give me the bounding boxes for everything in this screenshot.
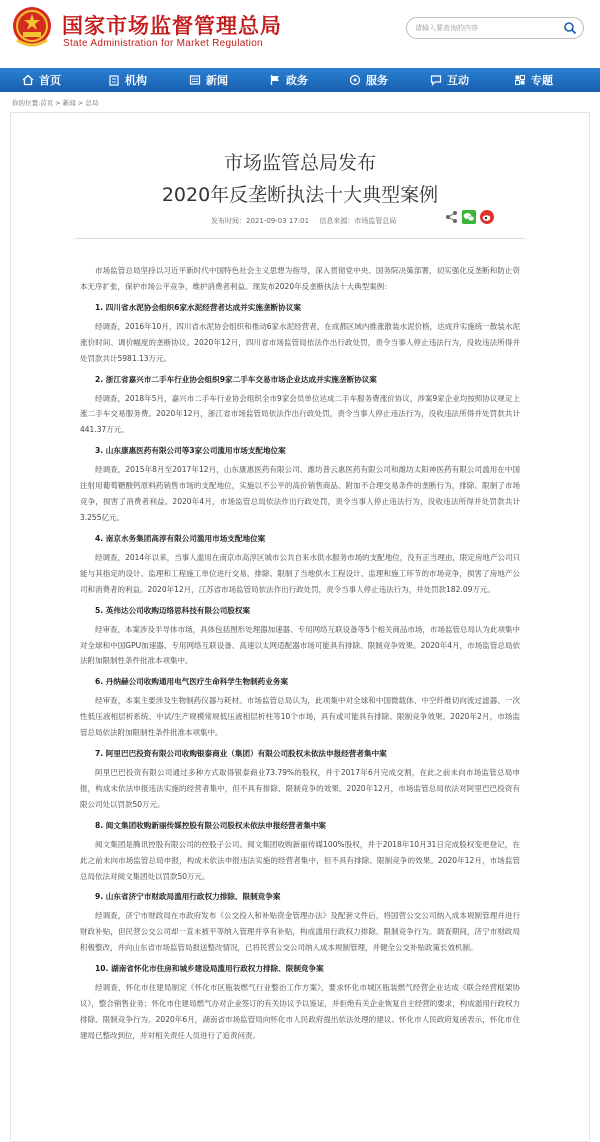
- meta-divider: [75, 238, 525, 239]
- main-nav: [0, 68, 600, 92]
- article-body: [80, 263, 520, 1044]
- nav-item-institution[interactable]: [108, 68, 147, 92]
- news-icon: [189, 74, 201, 86]
- article-meta: [211, 216, 404, 226]
- nav-label-service: 服务: [366, 74, 388, 87]
- case-heading: 2. 浙江省嘉兴市二手车行业协会组织9家二手车交易市场企业达成并实施垄断协议案: [95, 374, 377, 384]
- nav-label-topic: 专题: [531, 74, 553, 87]
- wechat-icon[interactable]: [462, 210, 476, 224]
- nav-item-home[interactable]: [22, 68, 61, 92]
- case-heading: 6. 丹纳赫公司收购通用电气医疗生命科学生物制药业务案: [95, 677, 289, 687]
- case-text: 经调查，济宁市财政局在市政府发布《公交投入和补贴资金管理办法》及配套文件后，将国营公交公司纳入成本规制管理并进行财政补贴，但民营公交公司却一直未被平等纳入管理并享有补贴，构成滥用行政权力排除、限制竞争行为。调查期间，济宁市财政局积极整改，并向山东省市场监管局报送整改情况，已将民营公交公司纳入成本规制管理，并健全公交补贴政策长效机制。: [80, 911, 520, 953]
- chat-icon: [430, 74, 442, 86]
- case-text: 经审查，本案涉及半导体市场，具体包括图形处理器加速器、专用网络互联设备等5个相关商品市场，市场监管总局认为此项集中对全球和中国GPU加速器、专用网络互联设备、高速以太网适配器市场可能具有排除、限制竞争效果。2020年4月，市场监管总局依法附加限制性条件批准本项集中。: [80, 624, 520, 666]
- search-icon[interactable]: [563, 21, 577, 35]
- nav-item-government[interactable]: [269, 68, 308, 92]
- nav-label-news: 新闻: [206, 74, 228, 87]
- case-heading: 1. 四川省水泥协会组织6家水泥经营者达成并实施垄断协议案: [95, 302, 301, 312]
- case-text: 经审查，本案主要涉及生物制药仪器与耗材。市场监管总局认为，此项集中对全球和中国微载体、中空纤维切向流过滤器、一次性低压液相层析系统、中试/生产规模常规低压液相层析柱等10个市场，具有或可能具有排除、限制竞争效果。2020年2月，市场监管总局依法附加限制性条件批准本项集中。: [80, 696, 520, 738]
- publish-time: 发布时间：2021-09-03 17:01: [211, 217, 310, 225]
- nav-item-service[interactable]: [349, 68, 388, 92]
- article-source: 信息来源：市场监管总局: [319, 217, 397, 225]
- weibo-icon[interactable]: [480, 210, 494, 224]
- case-text: 阿里巴巴投资有限公司通过多种方式取得银泰商业73.79%的股权，并于2017年6月完成交割，在此之前未向市场监管总局申报，构成未依法申报违法实施的经营者集中，但不具有排除、限制竞争的效果。2020年12月，市场监管总局依法对阿里巴巴投资有限公司处以罚款50万元。: [80, 768, 520, 809]
- nav-item-topic[interactable]: [514, 68, 553, 92]
- site-header: [0, 0, 600, 68]
- case-heading: 9. 山东省济宁市财政局滥用行政权力排除、限制竞争案: [95, 892, 281, 902]
- topic-icon: [514, 74, 526, 86]
- case-text: 阅文集团是腾讯控股有限公司的控股子公司。阅文集团收购新丽传媒100%股权，并于2018年10月31日完成股权变更登记，在此之前未向市场监管总局申报，构成未依法申报违法实施的经营者集中，但不具有排除、限制竞争的效果。2020年12月，市场监管总局依法对阅文集团处以罚款50万元。: [80, 839, 520, 881]
- case-heading: 5. 英伟达公司收购迈络思科技有限公司股权案: [95, 605, 251, 615]
- case-text: 经调查，2018年5月，嘉兴市二手车行业协会组织全市9家会员单位达成二手车服务费涨价协议，涉案9家企业均按照协议规定上涨二手车交易服务费。2020年12月，浙江省市场监管局依法作出行政处罚，责令当事人停止违法行为，没收违法所得并处罚款共计441.37万元。: [80, 393, 520, 435]
- article-title-line2: 2020年反垄断执法十大典型案例: [161, 184, 439, 206]
- article-intro: 市场监管总局坚持以习近平新时代中国特色社会主义思想为指导，深入贯彻党中央、国务院决策部署，切实强化反垄断和防止资本无序扩张，保护市场公平竞争，维护消费者利益。现发布2020年反垄断执法十大典型案例：: [80, 266, 520, 291]
- nav-item-interaction[interactable]: [430, 68, 469, 92]
- share-icon[interactable]: [445, 210, 459, 224]
- case-heading: 8. 阅文集团收购新丽传媒控股有限公司股权未依法申报经营者集中案: [95, 820, 327, 830]
- case-heading: 7. 阿里巴巴投资有限公司收购银泰商业（集团）有限公司股权未依法申报经营者集中案: [95, 749, 387, 759]
- case-text: 经调查，怀化市住建局制定《怀化市区瓶装燃气行业整治工作方案》，要求怀化市城区瓶装燃气经营企业达成《联合经营框架协议》，整合销售业务；怀化市住建局燃气办对企业签订的有关协议予以鉴证，并拒绝有关企业恢复自主经营的要求，构成滥用行政权力排除、限制竞争行为。2020年6月，湖南省市场监管局向怀化市人民政府提出依法处理的建议。怀化市人民政府复函表示，怀化市住建局已整改到位，并对相关责任人员进行了追责问责。: [80, 983, 520, 1040]
- case-heading: 3. 山东康惠医药有限公司等3家公司滥用市场支配地位案: [95, 446, 286, 456]
- flag-icon: [269, 74, 281, 86]
- site-subtitle-en: State Administration for Market Regulation: [63, 38, 263, 49]
- case-text: 经调查，2014年以来，当事人滥用在南京市高淳区城市公共自来水供水服务市场的支配地位，没有正当理由，限定房地产公司只能与其指定的设计、监理和工程施工单位进行交易，排除、限制了当地供水工程设计、监理和施工环节的市场竞争，损害了房地产公司和消费者的利益。2020年12月，江苏省市场监管局依法作出行政处罚，责令当事人停止违法行为，并处罚款182.09万元。: [80, 552, 520, 594]
- case-heading: 4. 南京水务集团高淳有限公司滥用市场支配地位案: [95, 533, 266, 543]
- case-heading: 10. 湖南省怀化市住房和城乡建设局滥用行政权力排除、限制竞争案: [95, 964, 324, 974]
- service-icon: [349, 74, 361, 86]
- search-input[interactable]: [415, 21, 555, 35]
- nav-item-news[interactable]: [189, 68, 228, 92]
- search-box: [406, 17, 584, 39]
- nav-label-interaction: 互动: [447, 74, 469, 87]
- building-icon: [108, 74, 120, 86]
- case-text: 经调查，2015年8月至2017年12月，山东康惠医药有限公司、潍坊普云惠医药有限公司和潍坊太阳神医药有限公司滥用在中国注射用葡萄糖酸钙原料药销售市场的支配地位，实施以不公平的高价销售商品、附加不合理交易条件的垄断行为，排除、限制了市场竞争，损害了消费者利益。2020年4月，市场监管总局依法作出行政处罚，责令当事人停止违法行为，没收违法所得并处罚款共计3.255亿元。: [80, 465, 520, 522]
- site-title[interactable]: 国家市场监督管理总局: [62, 14, 282, 38]
- national-emblem-icon[interactable]: [11, 6, 53, 50]
- nav-label-home: 首页: [39, 74, 61, 87]
- case-text: 经调查，2016年10月，四川省水泥协会组织和推动6家水泥经营者，在成都区域内推涨散装水泥价格，达成并实施统一散装水泥涨价时间、调价幅度的垄断协议。2020年12月，四川省市场监管局依法作出行政处罚，责令当事人停止违法行为，没收违法所得并处罚款共计5981.13万元。: [80, 321, 520, 363]
- nav-label-government: 政务: [286, 74, 308, 87]
- home-icon: [22, 74, 34, 86]
- article-title-line1: 市场监管总局发布: [223, 152, 376, 174]
- breadcrumb[interactable]: 你的位置:首页 > 新闻 > 总局: [12, 99, 99, 107]
- nav-label-institution: 机构: [125, 74, 147, 87]
